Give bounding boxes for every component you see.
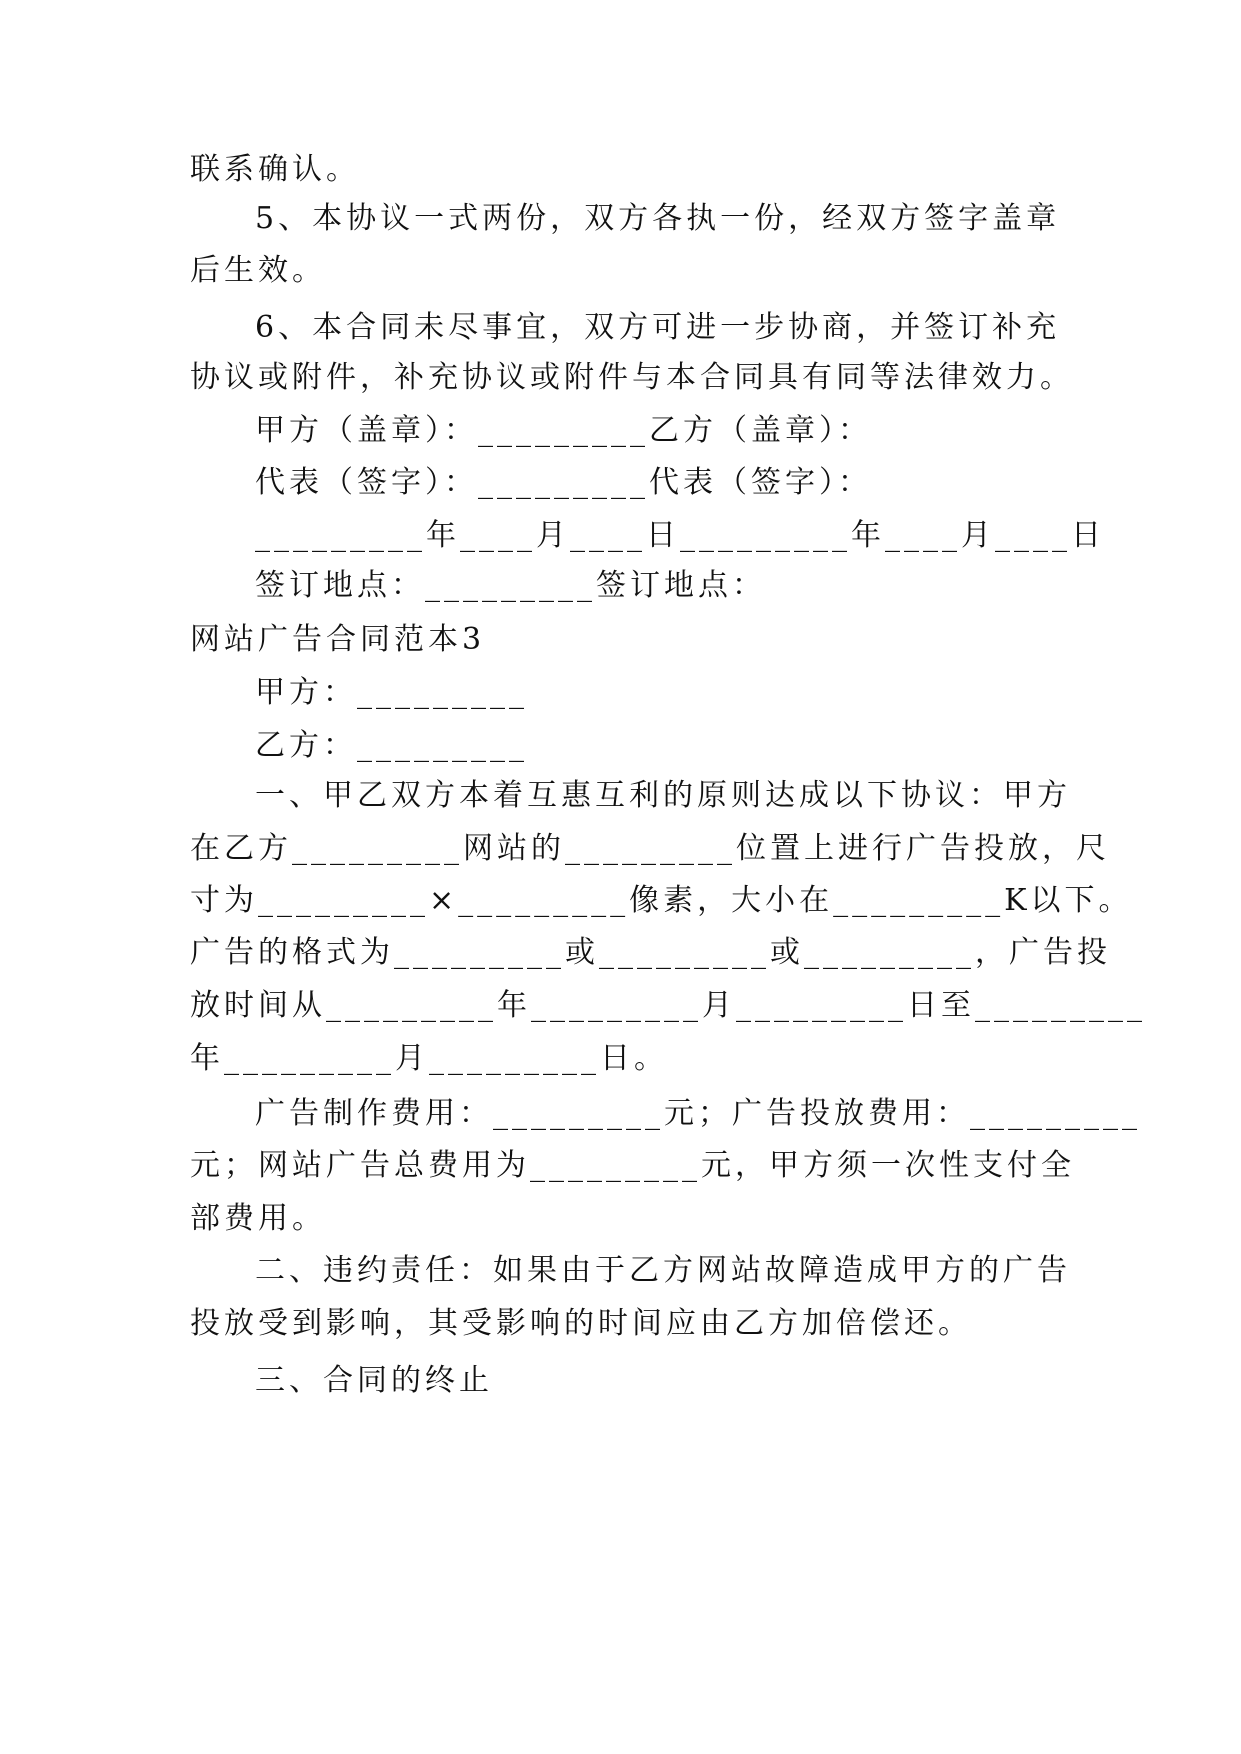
clause-6-line-2: 协议或附件，补充协议或附件与本合同具有同等法律效力。 bbox=[190, 360, 1074, 395]
signing-place-line: 签订地点：_________签订地点： bbox=[255, 568, 766, 603]
clause-6-line-1: 6、本合同未尽事宜，双方可进一步协商，并签订补充 bbox=[255, 310, 1061, 345]
article-2-line-2: 投放受到影响，其受影响的时间应由乙方加倍偿还。 bbox=[190, 1306, 972, 1341]
party-b-line: 乙方：_________ bbox=[255, 728, 528, 763]
text-line: 联系确认。 bbox=[190, 152, 360, 187]
date-line: _________年____月____日_________年____月____日 bbox=[255, 518, 1105, 553]
article-1-line-3: 寸为_________×_________像素，大小在_________K以下。 bbox=[190, 883, 1133, 918]
clause-5-line-1: 5、本协议一式两份，双方各执一份，经双方签字盖章 bbox=[255, 201, 1061, 236]
party-a-seal-line: 甲方（盖章）：_________乙方（盖章）： bbox=[255, 413, 872, 448]
representative-signature-line: 代表（签字）：_________代表（签字）： bbox=[255, 465, 872, 500]
article-1-line-4: 广告的格式为_________或_________或_________，广告投 bbox=[190, 935, 1111, 970]
article-2-line-1: 二、违约责任：如果由于乙方网站故障造成甲方的广告 bbox=[255, 1253, 1071, 1288]
article-1-line-6: 年_________月_________日。 bbox=[190, 1041, 668, 1076]
article-1-line-5: 放时间从_________年_________月_________日至_________ bbox=[190, 988, 1146, 1023]
article-1-line-1: 一、甲乙双方本着互惠互利的原则达成以下协议：甲方 bbox=[255, 778, 1071, 813]
fees-line-2: 元；网站广告总费用为_________元，甲方须一次性支付全 bbox=[190, 1148, 1075, 1183]
section-title: 网站广告合同范本3 bbox=[190, 622, 486, 657]
fees-line-3: 部费用。 bbox=[190, 1201, 326, 1236]
party-a-line: 甲方：_________ bbox=[255, 675, 528, 710]
fees-line-1: 广告制作费用：_________元；广告投放费用：_________ bbox=[255, 1096, 1141, 1131]
clause-5-line-2: 后生效。 bbox=[190, 253, 326, 288]
article-1-line-2: 在乙方_________网站的_________位置上进行广告投放，尺 bbox=[190, 831, 1110, 866]
article-3-heading: 三、合同的终止 bbox=[255, 1363, 493, 1398]
